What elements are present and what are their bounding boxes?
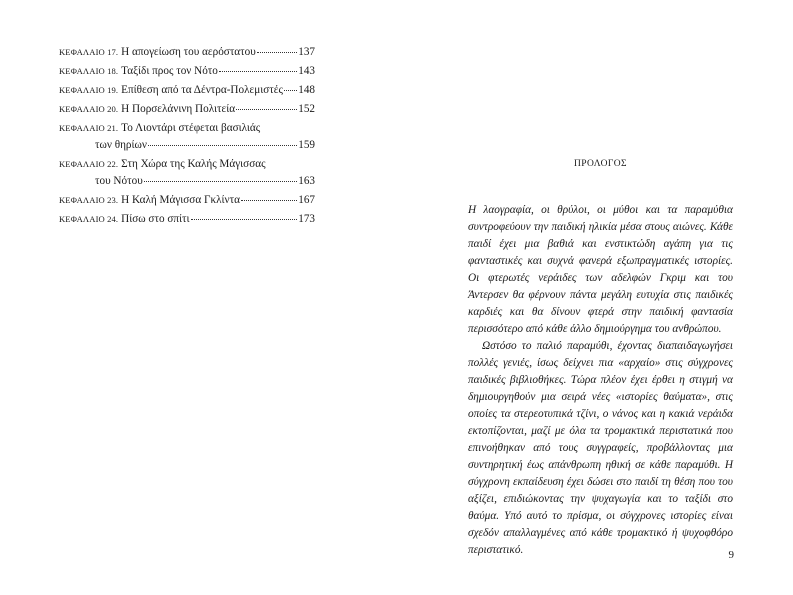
toc-chapter-label: ΚΕΦΑΛΑΙΟ 20. [59, 104, 119, 114]
toc-entry [59, 63, 315, 80]
toc-chapter-label: ΚΕΦΑΛΑΙΟ 19. [59, 85, 119, 95]
prologue-body [468, 202, 733, 559]
prologue-heading: ΠΡΟΛΟΓΟΣ [574, 159, 627, 169]
toc-chapter-label: ΚΕΦΑΛΑΙΟ 17. [59, 47, 119, 57]
toc-chapter-label: ΚΕΦΑΛΑΙΟ 24. [59, 214, 119, 224]
toc-chapter-title: Η Καλή Μάγισσα Γκλίντα [121, 194, 240, 206]
toc-leader-dots [257, 52, 297, 53]
toc-chapter-title: Ταξίδι προς τον Νότο [121, 65, 218, 77]
toc-chapter-label: ΚΕΦΑΛΑΙΟ 18. [59, 66, 119, 76]
toc-entry [59, 101, 315, 118]
toc-leader-dots [219, 71, 297, 72]
toc-chapter-title: Το Λιοντάρι στέφεται βασιλιάς [121, 122, 261, 134]
toc-page-number: 167 [298, 194, 315, 206]
toc-page-number: 148 [298, 84, 315, 96]
toc-chapter-title: Η Πορσελάνινη Πολιτεία [121, 103, 236, 115]
toc-leader-dots [241, 200, 297, 201]
prologue-paragraph: Ωστόσο το παλιό παραμύθι, έχοντας διαπαιδαγωγήσει πολλές γενιές, ίσως δείχνει πια «αρχαίο» στις σύγχρονες παιδικές βιβλιοθήκες. Τώρα πλέον έχει έρθει η στιγμή να δημιουργηθούν μια σειρά νέες «ιστορίες θαύματα», στις οποίες τα στερεοτυπικά τζίνι, ο νάνος και η κακιά νεράιδα εκτοπίζονται, μαζί με όλα τα τρομακτικά περιστατικά που επινοήθηκαν από τους συγγραφείς, προβάλλοντας μια συντηρητική έως απάνθρωπη ηθική σε κάθε παραμύθι. Η σύγχρονη εκπαίδευση έχει δώσει στο παιδί τη θέση που του αξίζει, επιδιώκοντας την ψυχαγωγία και το ταξίδι στο θαύμα. Υπό αυτό το πρίσμα, οι σύγχρονες ιστορίες είναι σχεδόν απαλλαγμένες από κάθε τρομακτικό ή ψυχοφθόρο περιστατικό. [468, 340, 733, 556]
toc-entry [59, 44, 315, 61]
toc-entry [59, 120, 315, 154]
toc-page-number: 143 [298, 65, 315, 77]
toc-leader-dots [236, 109, 297, 110]
toc-chapter-title: Η απογείωση του αερόστατου [121, 46, 256, 58]
toc-page-number: 152 [298, 103, 315, 115]
toc-page-number: 163 [298, 175, 315, 187]
toc-page-number: 159 [298, 139, 315, 151]
toc-chapter-title-continued: του Νότου [95, 175, 143, 187]
toc-chapter-title: Πίσω στο σπίτι [121, 213, 190, 225]
toc-leader-dots [148, 145, 297, 146]
toc-entry [59, 192, 315, 209]
toc-page-number: 137 [298, 46, 315, 58]
toc-leader-dots [284, 90, 297, 91]
toc-chapter-label: ΚΕΦΑΛΑΙΟ 21. [59, 123, 119, 133]
toc-chapter-title-continued: των θηρίων [95, 139, 147, 151]
toc-leader-dots [191, 219, 298, 220]
toc-chapter-title: Επίθεση από τα Δέντρα-Πολεμιστές [121, 84, 283, 96]
table-of-contents [59, 44, 315, 230]
toc-chapter-label: ΚΕΦΑΛΑΙΟ 23. [59, 195, 119, 205]
toc-page-number: 173 [298, 213, 315, 225]
toc-entry [59, 82, 315, 99]
prologue-paragraph: Η λαογραφία, οι θρύλοι, οι μύθοι και τα παραμύθια συντροφεύουν την παιδική ηλικία μέσα στους αιώνες. Κάθε παιδί έχει μια βαθιά και ενστικτώδη αγάπη για τις φανταστικές και συχνά φανερά εξωπραγματικές ιστορίες. Οι φτερωτές νεράιδες των αδελφών Γκριμ και του Άντερσεν θα φέρνουν πάντα μεγάλη ευτυχία στις παιδικές καρδιές και θα δίνουν φτερά στην παιδική φαντασία περισσότερο από κάθε άλλο δημιούργημα του ανθρώπου. [468, 204, 733, 335]
toc-chapter-title: Στη Χώρα της Καλής Μάγισσας [121, 158, 266, 170]
page-number: 9 [728, 549, 734, 561]
toc-entry [59, 211, 315, 228]
toc-leader-dots [144, 181, 297, 182]
toc-chapter-label: ΚΕΦΑΛΑΙΟ 22. [59, 159, 119, 169]
toc-entry [59, 156, 315, 190]
